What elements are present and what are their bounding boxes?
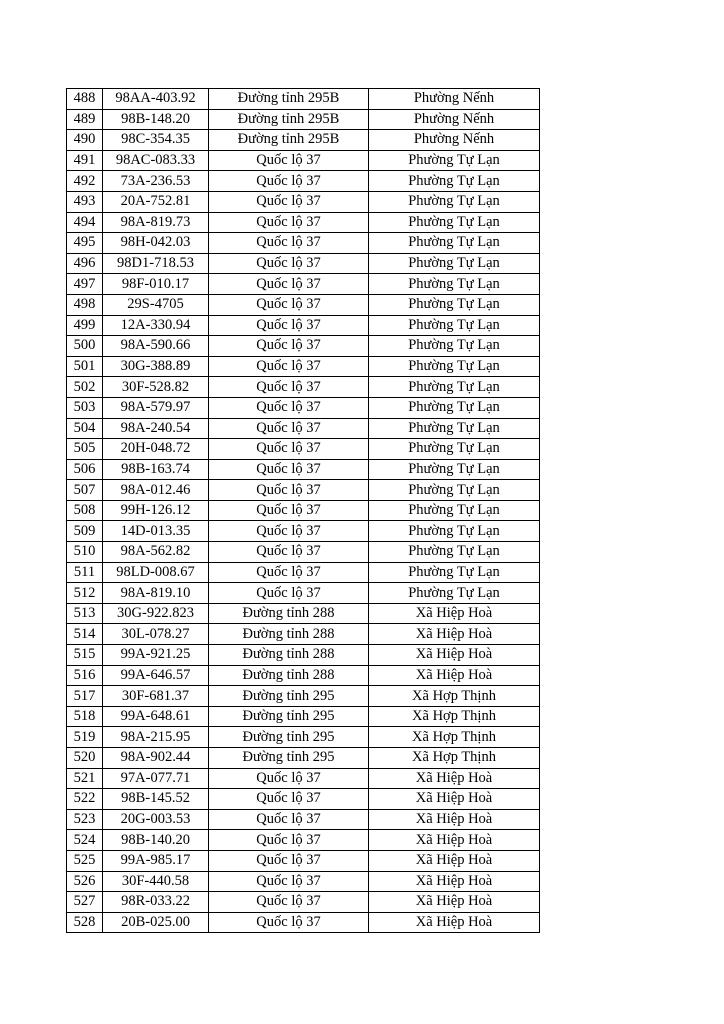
row-number-cell: 510 [67,542,103,563]
ward-cell: Xã Hiệp Hoà [369,809,540,830]
row-number-cell: 527 [67,892,103,913]
road-cell: Quốc lộ 37 [209,233,369,254]
table-row [67,892,540,913]
road-cell: Quốc lộ 37 [209,583,369,604]
ward-cell: Phường Tự Lạn [369,356,540,377]
table-row [67,89,540,110]
road-cell: Quốc lộ 37 [209,768,369,789]
table-row [67,706,540,727]
road-cell: Quốc lộ 37 [209,315,369,336]
ward-cell: Phường Tự Lạn [369,233,540,254]
table-row [67,233,540,254]
table-row [67,850,540,871]
table-row [67,583,540,604]
road-cell: Quốc lộ 37 [209,171,369,192]
table-row [67,418,540,439]
license-plate-cell: 98B-163.74 [103,459,209,480]
ward-cell: Xã Hiệp Hoà [369,603,540,624]
table-row [67,768,540,789]
table-row [67,809,540,830]
table-row [67,562,540,583]
ward-cell: Xã Hợp Thịnh [369,727,540,748]
license-plate-cell: 12A-330.94 [103,315,209,336]
road-cell: Quốc lộ 37 [209,212,369,233]
license-plate-cell: 30F-681.37 [103,686,209,707]
row-number-cell: 503 [67,397,103,418]
road-cell: Quốc lộ 37 [209,850,369,871]
license-plate-cell: 98B-145.52 [103,789,209,810]
ward-cell: Phường Nếnh [369,109,540,130]
ward-cell: Xã Hiệp Hoà [369,645,540,666]
road-cell: Quốc lộ 37 [209,809,369,830]
ward-cell: Xã Hiệp Hoà [369,871,540,892]
row-number-cell: 489 [67,109,103,130]
table-row [67,377,540,398]
road-cell: Quốc lộ 37 [209,253,369,274]
ward-cell: Phường Tự Lạn [369,212,540,233]
table-row [67,830,540,851]
row-number-cell: 508 [67,500,103,521]
road-cell: Quốc lộ 37 [209,789,369,810]
ward-cell: Xã Hiệp Hoà [369,789,540,810]
road-cell: Quốc lộ 37 [209,912,369,933]
row-number-cell: 512 [67,583,103,604]
license-plate-cell: 98A-215.95 [103,727,209,748]
road-cell: Quốc lộ 37 [209,336,369,357]
road-cell: Quốc lộ 37 [209,377,369,398]
ward-cell: Phường Tự Lạn [369,583,540,604]
ward-cell: Phường Tự Lạn [369,542,540,563]
ward-cell: Phường Tự Lạn [369,315,540,336]
row-number-cell: 497 [67,274,103,295]
ward-cell: Phường Tự Lạn [369,191,540,212]
road-cell: Đường tỉnh 288 [209,645,369,666]
table-row [67,480,540,501]
row-number-cell: 495 [67,233,103,254]
table-row [67,253,540,274]
row-number-cell: 493 [67,191,103,212]
row-number-cell: 515 [67,645,103,666]
license-plate-cell: 99A-921.25 [103,645,209,666]
table-row [67,336,540,357]
ward-cell: Phường Tự Lạn [369,439,540,460]
road-cell: Quốc lộ 37 [209,542,369,563]
license-plate-cell: 98A-902.44 [103,748,209,769]
table-row [67,459,540,480]
ward-cell: Phường Tự Lạn [369,562,540,583]
road-cell: Đường tỉnh 295 [209,686,369,707]
license-plate-cell: 98A-012.46 [103,480,209,501]
license-plate-cell: 30F-528.82 [103,377,209,398]
row-number-cell: 504 [67,418,103,439]
table-row [67,624,540,645]
ward-cell: Xã Hợp Thịnh [369,686,540,707]
road-cell: Đường tỉnh 295 [209,727,369,748]
license-plate-cell: 99A-985.17 [103,850,209,871]
license-plate-cell: 98F-010.17 [103,274,209,295]
row-number-cell: 526 [67,871,103,892]
license-plate-cell: 98D1-718.53 [103,253,209,274]
road-cell: Đường tỉnh 295B [209,109,369,130]
road-cell: Quốc lộ 37 [209,191,369,212]
license-plate-cell: 98A-579.97 [103,397,209,418]
road-cell: Đường tỉnh 295B [209,89,369,110]
road-cell: Đường tỉnh 295B [209,130,369,151]
ward-cell: Phường Tự Lạn [369,500,540,521]
road-cell: Quốc lộ 37 [209,418,369,439]
ward-cell: Xã Hiệp Hoà [369,768,540,789]
row-number-cell: 491 [67,150,103,171]
road-cell: Quốc lộ 37 [209,274,369,295]
table-row [67,109,540,130]
table-row [67,294,540,315]
table-row [67,274,540,295]
ward-cell: Xã Hiệp Hoà [369,830,540,851]
license-plate-cell: 99A-646.57 [103,665,209,686]
row-number-cell: 519 [67,727,103,748]
row-number-cell: 513 [67,603,103,624]
ward-cell: Xã Hiệp Hoà [369,850,540,871]
ward-cell: Phường Tự Lạn [369,336,540,357]
license-plate-cell: 98A-240.54 [103,418,209,439]
row-number-cell: 523 [67,809,103,830]
license-plate-cell: 30F-440.58 [103,871,209,892]
road-cell: Đường tỉnh 288 [209,624,369,645]
road-cell: Đường tỉnh 295 [209,748,369,769]
license-plate-cell: 99H-126.12 [103,500,209,521]
table-row [67,150,540,171]
ward-cell: Xã Hiệp Hoà [369,624,540,645]
ward-cell: Phường Tự Lạn [369,253,540,274]
road-cell: Quốc lộ 37 [209,439,369,460]
road-cell: Quốc lộ 37 [209,459,369,480]
table-row [67,130,540,151]
table-row [67,686,540,707]
table-row [67,748,540,769]
table-row [67,191,540,212]
ward-cell: Xã Hợp Thịnh [369,748,540,769]
table-row [67,397,540,418]
row-number-cell: 511 [67,562,103,583]
license-plate-cell: 30G-388.89 [103,356,209,377]
row-number-cell: 496 [67,253,103,274]
license-plate-cell: 30L-078.27 [103,624,209,645]
license-plate-cell: 98H-042.03 [103,233,209,254]
license-plate-cell: 98A-819.10 [103,583,209,604]
license-plate-cell: 98AC-083.33 [103,150,209,171]
road-cell: Quốc lộ 37 [209,294,369,315]
table-row [67,212,540,233]
license-plate-cell: 98B-148.20 [103,109,209,130]
row-number-cell: 507 [67,480,103,501]
license-plate-cell: 99A-648.61 [103,706,209,727]
row-number-cell: 492 [67,171,103,192]
row-number-cell: 488 [67,89,103,110]
row-number-cell: 522 [67,789,103,810]
road-cell: Quốc lộ 37 [209,830,369,851]
ward-cell: Phường Tự Lạn [369,521,540,542]
row-number-cell: 528 [67,912,103,933]
ward-cell: Phường Tự Lạn [369,459,540,480]
road-cell: Quốc lộ 37 [209,356,369,377]
table-row [67,603,540,624]
table-row [67,356,540,377]
road-cell: Quốc lộ 37 [209,397,369,418]
ward-cell: Phường Tự Lạn [369,274,540,295]
row-number-cell: 509 [67,521,103,542]
license-plate-cell: 98A-819.73 [103,212,209,233]
row-number-cell: 524 [67,830,103,851]
violation-table [66,88,540,933]
license-plate-cell: 20H-048.72 [103,439,209,460]
ward-cell: Phường Tự Lạn [369,294,540,315]
road-cell: Đường tỉnh 295 [209,706,369,727]
license-plate-cell: 98B-140.20 [103,830,209,851]
table-row [67,439,540,460]
license-plate-cell: 98R-033.22 [103,892,209,913]
row-number-cell: 514 [67,624,103,645]
license-plate-cell: 29S-4705 [103,294,209,315]
row-number-cell: 505 [67,439,103,460]
row-number-cell: 521 [67,768,103,789]
row-number-cell: 525 [67,850,103,871]
row-number-cell: 498 [67,294,103,315]
license-plate-cell: 98A-562.82 [103,542,209,563]
ward-cell: Phường Tự Lạn [369,150,540,171]
table-row [67,171,540,192]
ward-cell: Phường Tự Lạn [369,377,540,398]
license-plate-cell: 20A-752.81 [103,191,209,212]
row-number-cell: 517 [67,686,103,707]
road-cell: Quốc lộ 37 [209,150,369,171]
table-row [67,500,540,521]
license-plate-cell: 98C-354.35 [103,130,209,151]
road-cell: Quốc lộ 37 [209,480,369,501]
row-number-cell: 499 [67,315,103,336]
ward-cell: Phường Tự Lạn [369,480,540,501]
license-plate-cell: 20G-003.53 [103,809,209,830]
road-cell: Quốc lộ 37 [209,562,369,583]
ward-cell: Phường Tự Lạn [369,171,540,192]
license-plate-cell: 98A-590.66 [103,336,209,357]
row-number-cell: 500 [67,336,103,357]
row-number-cell: 506 [67,459,103,480]
table-row [67,789,540,810]
road-cell: Đường tỉnh 288 [209,603,369,624]
license-plate-cell: 14D-013.35 [103,521,209,542]
table-row [67,871,540,892]
ward-cell: Xã Hợp Thịnh [369,706,540,727]
row-number-cell: 518 [67,706,103,727]
ward-cell: Phường Nếnh [369,89,540,110]
table-row [67,727,540,748]
ward-cell: Phường Tự Lạn [369,418,540,439]
ward-cell: Xã Hiệp Hoà [369,665,540,686]
table-row [67,912,540,933]
table-row [67,645,540,666]
license-plate-cell: 97A-077.71 [103,768,209,789]
table-row [67,665,540,686]
table-body [67,89,540,933]
road-cell: Quốc lộ 37 [209,871,369,892]
row-number-cell: 502 [67,377,103,398]
ward-cell: Phường Nếnh [369,130,540,151]
license-plate-cell: 73A-236.53 [103,171,209,192]
road-cell: Quốc lộ 37 [209,500,369,521]
road-cell: Quốc lộ 37 [209,892,369,913]
ward-cell: Xã Hiệp Hoà [369,892,540,913]
table-row [67,521,540,542]
road-cell: Đường tỉnh 288 [209,665,369,686]
row-number-cell: 490 [67,130,103,151]
ward-cell: Phường Tự Lạn [369,397,540,418]
table-row [67,542,540,563]
row-number-cell: 501 [67,356,103,377]
row-number-cell: 494 [67,212,103,233]
license-plate-cell: 30G-922.823 [103,603,209,624]
road-cell: Quốc lộ 37 [209,521,369,542]
license-plate-cell: 20B-025.00 [103,912,209,933]
table-row [67,315,540,336]
license-plate-cell: 98AA-403.92 [103,89,209,110]
ward-cell: Xã Hiệp Hoà [369,912,540,933]
license-plate-cell: 98LD-008.67 [103,562,209,583]
row-number-cell: 520 [67,748,103,769]
row-number-cell: 516 [67,665,103,686]
